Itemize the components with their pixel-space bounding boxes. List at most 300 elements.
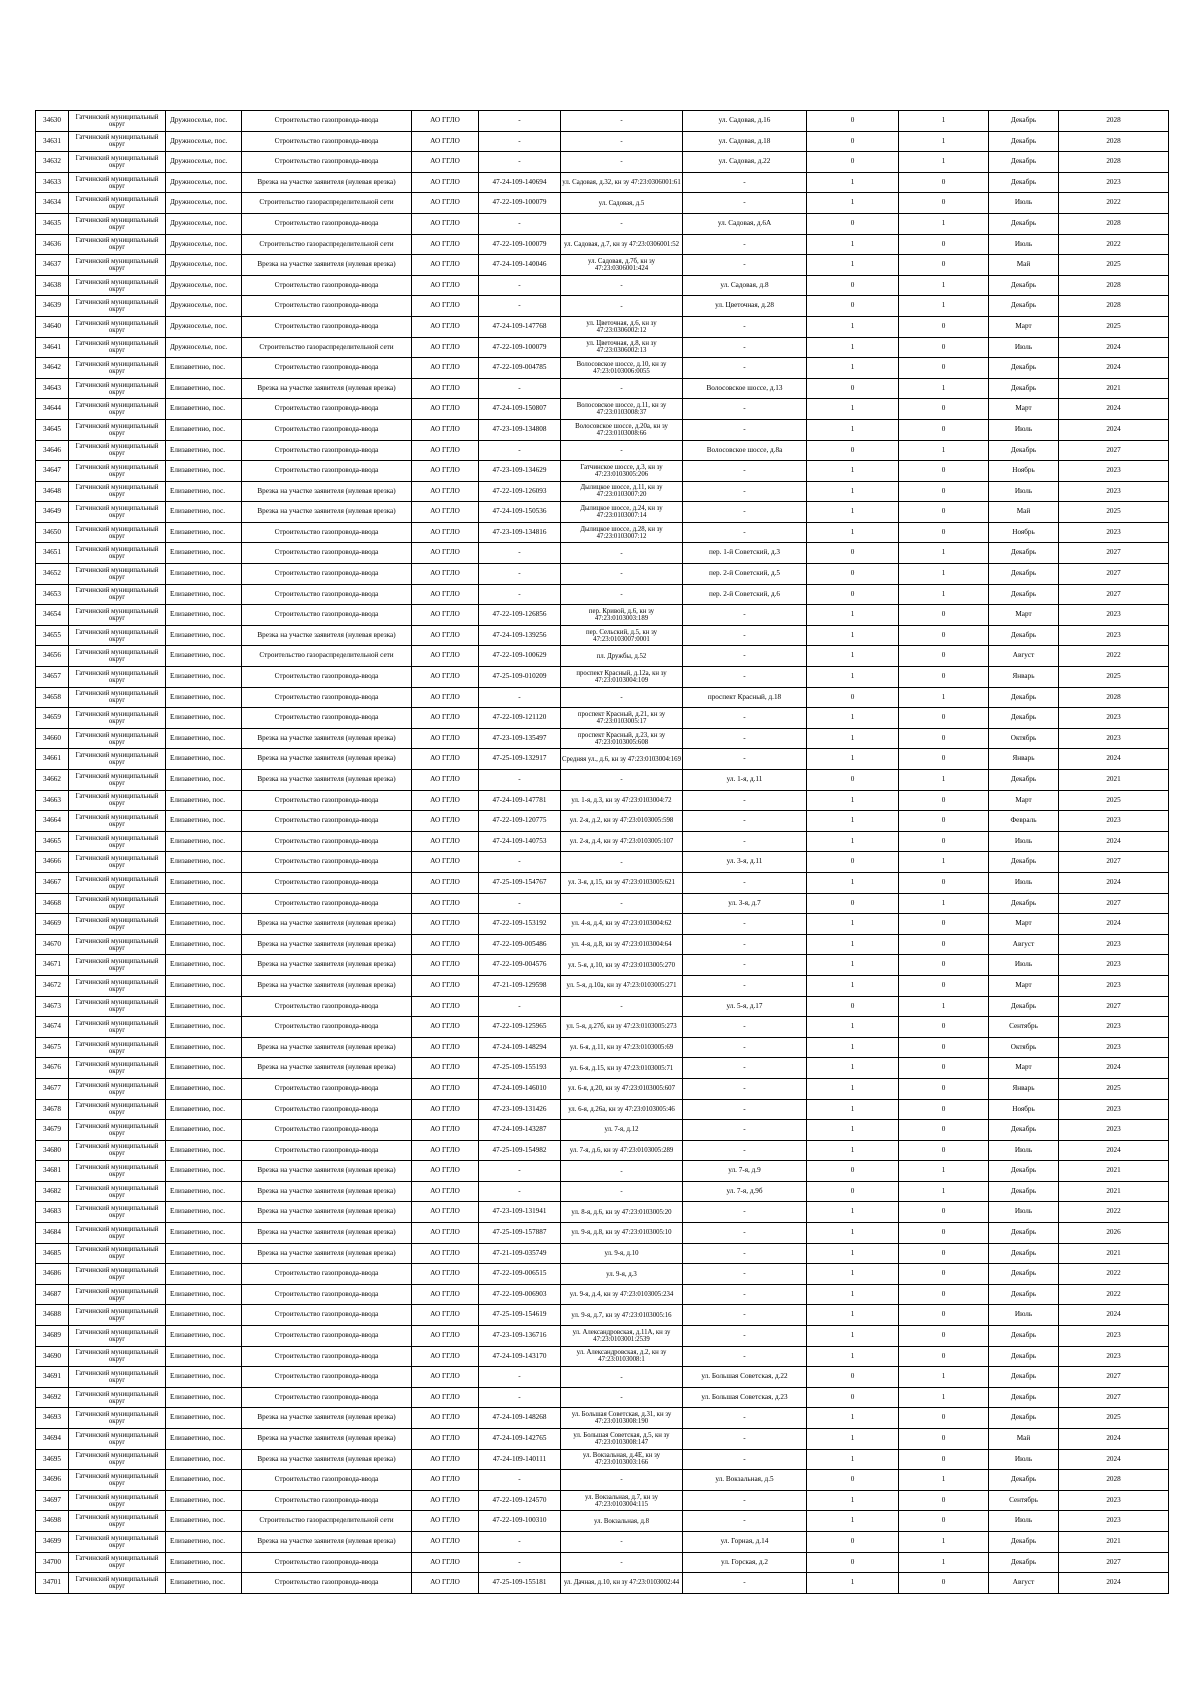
count-a-cell: 1	[807, 255, 899, 276]
work-type-cell: Врезка на участке заявителя (нулевая врезка)	[242, 749, 412, 770]
cadastral-address-cell: -	[561, 131, 683, 152]
address-cell: -	[683, 934, 807, 955]
count-b-cell: 0	[899, 667, 989, 688]
work-type-cell: Строительство газопровода-ввода	[242, 1326, 412, 1347]
application-number-cell: 47-23-109-134629	[479, 461, 561, 482]
count-b-cell: 0	[899, 419, 989, 440]
year-cell: 2022	[1059, 1284, 1169, 1305]
cadastral-address-cell: ул. Вокзальная, д.8	[561, 1511, 683, 1532]
settlement-cell: Елизаветино, пос.	[166, 1243, 242, 1264]
row-number: 34693	[36, 1408, 69, 1429]
settlement-cell: Елизаветино, пос.	[166, 1202, 242, 1223]
count-a-cell: 1	[807, 625, 899, 646]
cadastral-address-cell: ул. 8-я, д.6, кн зу 47:23:0103005:20	[561, 1202, 683, 1223]
work-type-cell: Строительство газопровода-ввода	[242, 1284, 412, 1305]
year-cell: 2024	[1059, 749, 1169, 770]
row-number: 34680	[36, 1140, 69, 1161]
table-row	[36, 1037, 1169, 1058]
application-number-cell: 47-23-109-131941	[479, 1202, 561, 1223]
work-type-cell: Строительство газопровода-ввода	[242, 296, 412, 317]
count-a-cell: 0	[807, 852, 899, 873]
year-cell: 2021	[1059, 770, 1169, 791]
application-number-cell: 47-25-109-010209	[479, 667, 561, 688]
table-row	[36, 1099, 1169, 1120]
settlement-cell: Елизаветино, пос.	[166, 687, 242, 708]
month-cell: Июль	[989, 1202, 1059, 1223]
row-number: 34682	[36, 1181, 69, 1202]
organization-cell: АО ГГЛО	[412, 893, 479, 914]
municipality-cell: Гатчинский муниципальный округ	[69, 1243, 166, 1264]
year-cell: 2023	[1059, 811, 1169, 832]
cadastral-address-cell: -	[561, 111, 683, 132]
cadastral-address-cell: Дылицкое шоссе, д.28, кн зу 47:23:0103007:12	[561, 522, 683, 543]
month-cell: Декабрь	[989, 1284, 1059, 1305]
count-a-cell: 1	[807, 1223, 899, 1244]
work-type-cell: Строительство газопровода-ввода	[242, 708, 412, 729]
month-cell: Июль	[989, 193, 1059, 214]
settlement-cell: Елизаветино, пос.	[166, 996, 242, 1017]
row-number: 34631	[36, 131, 69, 152]
row-number: 34679	[36, 1120, 69, 1141]
municipality-cell: Гатчинский муниципальный округ	[69, 1305, 166, 1326]
municipality-cell: Гатчинский муниципальный округ	[69, 296, 166, 317]
count-b-cell: 1	[899, 1161, 989, 1182]
address-cell: -	[683, 522, 807, 543]
count-a-cell: 1	[807, 1305, 899, 1326]
settlement-cell: Елизаветино, пос.	[166, 790, 242, 811]
cadastral-address-cell: -	[561, 152, 683, 173]
organization-cell: АО ГГЛО	[412, 543, 479, 564]
municipality-cell: Гатчинский муниципальный округ	[69, 605, 166, 626]
year-cell: 2027	[1059, 996, 1169, 1017]
year-cell: 2022	[1059, 234, 1169, 255]
organization-cell: АО ГГЛО	[412, 234, 479, 255]
month-cell: Июль	[989, 419, 1059, 440]
table-row	[36, 1573, 1169, 1594]
work-type-cell: Строительство газопровода-ввода	[242, 213, 412, 234]
count-b-cell: 0	[899, 481, 989, 502]
work-type-cell: Строительство газопровода-ввода	[242, 687, 412, 708]
table-row	[36, 1511, 1169, 1532]
municipality-cell: Гатчинский муниципальный округ	[69, 625, 166, 646]
count-b-cell: 0	[899, 522, 989, 543]
count-a-cell: 0	[807, 131, 899, 152]
cadastral-address-cell: ул. Садовая, д.5	[561, 193, 683, 214]
address-cell: -	[683, 234, 807, 255]
count-b-cell: 0	[899, 358, 989, 379]
cadastral-address-cell: ул. 5-я, д.10а, кн зу 47:23:0103005:271	[561, 975, 683, 996]
settlement-cell: Елизаветино, пос.	[166, 1429, 242, 1450]
cadastral-address-cell: ул. Садовая, д.32, кн зу 47:23:0306001:61	[561, 172, 683, 193]
month-cell: Август	[989, 1573, 1059, 1594]
row-number: 34697	[36, 1490, 69, 1511]
table-row	[36, 1408, 1169, 1429]
count-a-cell: 1	[807, 1202, 899, 1223]
municipality-cell: Гатчинский муниципальный округ	[69, 1120, 166, 1141]
cadastral-address-cell: -	[561, 296, 683, 317]
address-cell: -	[683, 1305, 807, 1326]
month-cell: Декабрь	[989, 440, 1059, 461]
organization-cell: АО ГГЛО	[412, 1037, 479, 1058]
table-row	[36, 1367, 1169, 1388]
count-b-cell: 1	[899, 996, 989, 1017]
address-cell: -	[683, 1511, 807, 1532]
application-number-cell: 47-24-109-150536	[479, 502, 561, 523]
work-type-cell: Строительство газопровода-ввода	[242, 1099, 412, 1120]
year-cell: 2023	[1059, 728, 1169, 749]
table-row	[36, 811, 1169, 832]
row-number: 34660	[36, 728, 69, 749]
work-type-cell: Врезка на участке заявителя (нулевая врезка)	[242, 172, 412, 193]
count-b-cell: 1	[899, 564, 989, 585]
application-number-cell: 47-21-109-035749	[479, 1243, 561, 1264]
application-number-cell: 47-22-109-126093	[479, 481, 561, 502]
work-type-cell: Строительство газопровода-ввода	[242, 996, 412, 1017]
year-cell: 2028	[1059, 296, 1169, 317]
row-number: 34658	[36, 687, 69, 708]
work-type-cell: Строительство газопровода-ввода	[242, 399, 412, 420]
count-a-cell: 0	[807, 1387, 899, 1408]
row-number: 34667	[36, 872, 69, 893]
municipality-cell: Гатчинский муниципальный округ	[69, 378, 166, 399]
count-a-cell: 0	[807, 1531, 899, 1552]
table-row	[36, 111, 1169, 132]
application-number-cell: 47-22-109-121120	[479, 708, 561, 729]
address-cell: -	[683, 1099, 807, 1120]
organization-cell: АО ГГЛО	[412, 1531, 479, 1552]
month-cell: Август	[989, 646, 1059, 667]
settlement-cell: Елизаветино, пос.	[166, 914, 242, 935]
organization-cell: АО ГГЛО	[412, 1470, 479, 1491]
settlement-cell: Елизаветино, пос.	[166, 543, 242, 564]
count-a-cell: 1	[807, 975, 899, 996]
application-number-cell: 47-22-109-100079	[479, 337, 561, 358]
month-cell: Ноябрь	[989, 522, 1059, 543]
work-type-cell: Врезка на участке заявителя (нулевая врезка)	[242, 728, 412, 749]
application-number-cell: 47-22-109-004576	[479, 955, 561, 976]
organization-cell: АО ГГЛО	[412, 1202, 479, 1223]
year-cell: 2027	[1059, 1387, 1169, 1408]
organization-cell: АО ГГЛО	[412, 1305, 479, 1326]
count-b-cell: 0	[899, 502, 989, 523]
application-number-cell: 47-24-109-140111	[479, 1449, 561, 1470]
row-number: 34673	[36, 996, 69, 1017]
municipality-cell: Гатчинский муниципальный округ	[69, 996, 166, 1017]
row-number: 34656	[36, 646, 69, 667]
municipality-cell: Гатчинский муниципальный округ	[69, 502, 166, 523]
cadastral-address-cell: ул. Садовая, д.7, кн зу 47:23:0306001:52	[561, 234, 683, 255]
count-b-cell: 0	[899, 1223, 989, 1244]
year-cell: 2023	[1059, 461, 1169, 482]
year-cell: 2022	[1059, 1202, 1169, 1223]
count-a-cell: 1	[807, 1326, 899, 1347]
month-cell: Январь	[989, 667, 1059, 688]
count-b-cell: 0	[899, 1078, 989, 1099]
month-cell: Октябрь	[989, 728, 1059, 749]
work-type-cell: Строительство газораспределительной сети	[242, 646, 412, 667]
table-row	[36, 543, 1169, 564]
row-number: 34689	[36, 1326, 69, 1347]
count-b-cell: 1	[899, 111, 989, 132]
cadastral-address-cell: ул. 9-я, д.10	[561, 1243, 683, 1264]
address-cell: -	[683, 811, 807, 832]
cadastral-address-cell: пер. Сельский, д.5, кн зу 47:23:0103007:0001	[561, 625, 683, 646]
work-type-cell: Строительство газопровода-ввода	[242, 790, 412, 811]
work-type-cell: Строительство газопровода-ввода	[242, 440, 412, 461]
count-b-cell: 0	[899, 172, 989, 193]
table-row	[36, 996, 1169, 1017]
address-cell: -	[683, 1058, 807, 1079]
settlement-cell: Елизаветино, пос.	[166, 811, 242, 832]
count-b-cell: 0	[899, 255, 989, 276]
settlement-cell: Елизаветино, пос.	[166, 625, 242, 646]
organization-cell: АО ГГЛО	[412, 131, 479, 152]
month-cell: Декабрь	[989, 1243, 1059, 1264]
organization-cell: АО ГГЛО	[412, 337, 479, 358]
count-a-cell: 1	[807, 728, 899, 749]
row-number: 34655	[36, 625, 69, 646]
organization-cell: АО ГГЛО	[412, 1161, 479, 1182]
count-b-cell: 1	[899, 275, 989, 296]
table-row	[36, 502, 1169, 523]
year-cell: 2025	[1059, 667, 1169, 688]
organization-cell: АО ГГЛО	[412, 749, 479, 770]
count-a-cell: 0	[807, 996, 899, 1017]
year-cell: 2028	[1059, 275, 1169, 296]
count-b-cell: 1	[899, 296, 989, 317]
work-type-cell: Врезка на участке заявителя (нулевая врезка)	[242, 502, 412, 523]
municipality-cell: Гатчинский муниципальный округ	[69, 811, 166, 832]
settlement-cell: Елизаветино, пос.	[166, 1161, 242, 1182]
count-b-cell: 0	[899, 1099, 989, 1120]
month-cell: Ноябрь	[989, 461, 1059, 482]
year-cell: 2023	[1059, 481, 1169, 502]
count-a-cell: 1	[807, 605, 899, 626]
count-b-cell: 0	[899, 811, 989, 832]
organization-cell: АО ГГЛО	[412, 1552, 479, 1573]
settlement-cell: Елизаветино, пос.	[166, 667, 242, 688]
cadastral-address-cell: -	[561, 1367, 683, 1388]
row-number: 34648	[36, 481, 69, 502]
work-type-cell: Строительство газопровода-ввода	[242, 872, 412, 893]
count-a-cell: 1	[807, 172, 899, 193]
address-cell: -	[683, 1490, 807, 1511]
organization-cell: АО ГГЛО	[412, 687, 479, 708]
count-a-cell: 1	[807, 1017, 899, 1038]
organization-cell: АО ГГЛО	[412, 646, 479, 667]
organization-cell: АО ГГЛО	[412, 625, 479, 646]
year-cell: 2021	[1059, 1161, 1169, 1182]
application-number-cell: 47-21-109-129598	[479, 975, 561, 996]
month-cell: Декабрь	[989, 1120, 1059, 1141]
organization-cell: АО ГГЛО	[412, 358, 479, 379]
work-type-cell: Строительство газопровода-ввода	[242, 522, 412, 543]
application-number-cell: -	[479, 275, 561, 296]
month-cell: Декабрь	[989, 584, 1059, 605]
cadastral-address-cell: ул. 1-я, д.3, кн зу 47:23:0103004:72	[561, 790, 683, 811]
count-b-cell: 0	[899, 914, 989, 935]
month-cell: Декабрь	[989, 770, 1059, 791]
municipality-cell: Гатчинский муниципальный округ	[69, 646, 166, 667]
application-number-cell: 47-22-109-005486	[479, 934, 561, 955]
count-a-cell: 1	[807, 522, 899, 543]
count-a-cell: 0	[807, 440, 899, 461]
settlement-cell: Елизаветино, пос.	[166, 1037, 242, 1058]
row-number: 34681	[36, 1161, 69, 1182]
work-type-cell: Строительство газопровода-ввода	[242, 852, 412, 873]
year-cell: 2023	[1059, 1017, 1169, 1038]
row-number: 34647	[36, 461, 69, 482]
month-cell: Июль	[989, 1449, 1059, 1470]
organization-cell: АО ГГЛО	[412, 419, 479, 440]
count-b-cell: 0	[899, 234, 989, 255]
table-row	[36, 461, 1169, 482]
row-number: 34634	[36, 193, 69, 214]
count-a-cell: 0	[807, 1161, 899, 1182]
table-row	[36, 152, 1169, 173]
year-cell: 2024	[1059, 1449, 1169, 1470]
application-number-cell: -	[479, 1552, 561, 1573]
count-a-cell: 1	[807, 1490, 899, 1511]
month-cell: Декабрь	[989, 1264, 1059, 1285]
cadastral-address-cell: ул. Дачная, д.10, кн зу 47:23:0103002:44	[561, 1573, 683, 1594]
work-type-cell: Врезка на участке заявителя (нулевая врезка)	[242, 1449, 412, 1470]
year-cell: 2024	[1059, 1573, 1169, 1594]
organization-cell: АО ГГЛО	[412, 481, 479, 502]
month-cell: Декабрь	[989, 1552, 1059, 1573]
address-cell: ул. 3-я, д.11	[683, 852, 807, 873]
table-row	[36, 584, 1169, 605]
address-cell: -	[683, 749, 807, 770]
table-row	[36, 255, 1169, 276]
settlement-cell: Елизаветино, пос.	[166, 1531, 242, 1552]
row-number: 34687	[36, 1284, 69, 1305]
application-number-cell: 47-24-109-142765	[479, 1429, 561, 1450]
municipality-cell: Гатчинский муниципальный округ	[69, 522, 166, 543]
table-row	[36, 1017, 1169, 1038]
organization-cell: АО ГГЛО	[412, 1573, 479, 1594]
cadastral-address-cell: -	[561, 1387, 683, 1408]
count-b-cell: 0	[899, 1305, 989, 1326]
month-cell: Декабрь	[989, 152, 1059, 173]
municipality-cell: Гатчинский муниципальный округ	[69, 1326, 166, 1347]
cadastral-address-cell: -	[561, 584, 683, 605]
month-cell: Декабрь	[989, 852, 1059, 873]
month-cell: Декабрь	[989, 1223, 1059, 1244]
table-row	[36, 1140, 1169, 1161]
year-cell: 2027	[1059, 564, 1169, 585]
count-b-cell: 0	[899, 1346, 989, 1367]
municipality-cell: Гатчинский муниципальный округ	[69, 1367, 166, 1388]
application-number-cell: -	[479, 1367, 561, 1388]
table-row	[36, 1243, 1169, 1264]
year-cell: 2024	[1059, 914, 1169, 935]
organization-cell: АО ГГЛО	[412, 996, 479, 1017]
year-cell: 2027	[1059, 1552, 1169, 1573]
municipality-cell: Гатчинский муниципальный округ	[69, 770, 166, 791]
municipality-cell: Гатчинский муниципальный округ	[69, 749, 166, 770]
cadastral-address-cell: ул. 5-я, д.10, кн зу 47:23:0103005:270	[561, 955, 683, 976]
settlement-cell: Елизаветино, пос.	[166, 1078, 242, 1099]
address-cell: -	[683, 419, 807, 440]
row-number: 34698	[36, 1511, 69, 1532]
year-cell: 2027	[1059, 543, 1169, 564]
count-b-cell: 0	[899, 1326, 989, 1347]
work-type-cell: Строительство газопровода-ввода	[242, 461, 412, 482]
month-cell: Декабрь	[989, 687, 1059, 708]
count-a-cell: 1	[807, 1037, 899, 1058]
month-cell: Декабрь	[989, 1470, 1059, 1491]
municipality-cell: Гатчинский муниципальный округ	[69, 419, 166, 440]
cadastral-address-cell: -	[561, 213, 683, 234]
application-number-cell: 47-23-109-131426	[479, 1099, 561, 1120]
row-number: 34640	[36, 316, 69, 337]
year-cell: 2027	[1059, 852, 1169, 873]
address-cell: -	[683, 605, 807, 626]
work-type-cell: Строительство газопровода-ввода	[242, 1387, 412, 1408]
count-b-cell: 0	[899, 975, 989, 996]
organization-cell: АО ГГЛО	[412, 975, 479, 996]
month-cell: Декабрь	[989, 172, 1059, 193]
organization-cell: АО ГГЛО	[412, 111, 479, 132]
settlement-cell: Елизаветино, пос.	[166, 955, 242, 976]
count-a-cell: 1	[807, 914, 899, 935]
settlement-cell: Елизаветино, пос.	[166, 749, 242, 770]
table-row	[36, 687, 1169, 708]
count-b-cell: 0	[899, 872, 989, 893]
table-row	[36, 564, 1169, 585]
work-type-cell: Врезка на участке заявителя (нулевая врезка)	[242, 955, 412, 976]
month-cell: Декабрь	[989, 543, 1059, 564]
organization-cell: АО ГГЛО	[412, 914, 479, 935]
address-cell: ул. Садовая, д.8	[683, 275, 807, 296]
work-type-cell: Врезка на участке заявителя (нулевая врезка)	[242, 1243, 412, 1264]
count-b-cell: 1	[899, 1387, 989, 1408]
municipality-cell: Гатчинский муниципальный округ	[69, 1181, 166, 1202]
count-a-cell: 1	[807, 646, 899, 667]
organization-cell: АО ГГЛО	[412, 1346, 479, 1367]
application-number-cell: 47-23-109-135497	[479, 728, 561, 749]
address-cell: -	[683, 955, 807, 976]
municipality-cell: Гатчинский муниципальный округ	[69, 275, 166, 296]
address-cell: -	[683, 1202, 807, 1223]
settlement-cell: Елизаветино, пос.	[166, 872, 242, 893]
work-type-cell: Строительство газопровода-ввода	[242, 1078, 412, 1099]
cadastral-address-cell: -	[561, 852, 683, 873]
row-number: 34672	[36, 975, 69, 996]
settlement-cell: Елизаветино, пос.	[166, 481, 242, 502]
organization-cell: АО ГГЛО	[412, 378, 479, 399]
cadastral-address-cell: Дылицкое шоссе, д.11, кн зу 47:23:0103007:20	[561, 481, 683, 502]
table-row	[36, 1429, 1169, 1450]
municipality-cell: Гатчинский муниципальный округ	[69, 872, 166, 893]
cadastral-address-cell: Средняя ул., д.6, кн зу 47:23:0103004:169	[561, 749, 683, 770]
organization-cell: АО ГГЛО	[412, 564, 479, 585]
work-type-cell: Врезка на участке заявителя (нулевая врезка)	[242, 481, 412, 502]
organization-cell: АО ГГЛО	[412, 296, 479, 317]
address-cell: -	[683, 1284, 807, 1305]
month-cell: Декабрь	[989, 358, 1059, 379]
month-cell: Июль	[989, 872, 1059, 893]
municipality-cell: Гатчинский муниципальный округ	[69, 1531, 166, 1552]
count-a-cell: 1	[807, 234, 899, 255]
month-cell: Декабрь	[989, 131, 1059, 152]
year-cell: 2025	[1059, 502, 1169, 523]
table-row	[36, 1326, 1169, 1347]
organization-cell: АО ГГЛО	[412, 1181, 479, 1202]
address-cell: -	[683, 625, 807, 646]
count-b-cell: 1	[899, 440, 989, 461]
